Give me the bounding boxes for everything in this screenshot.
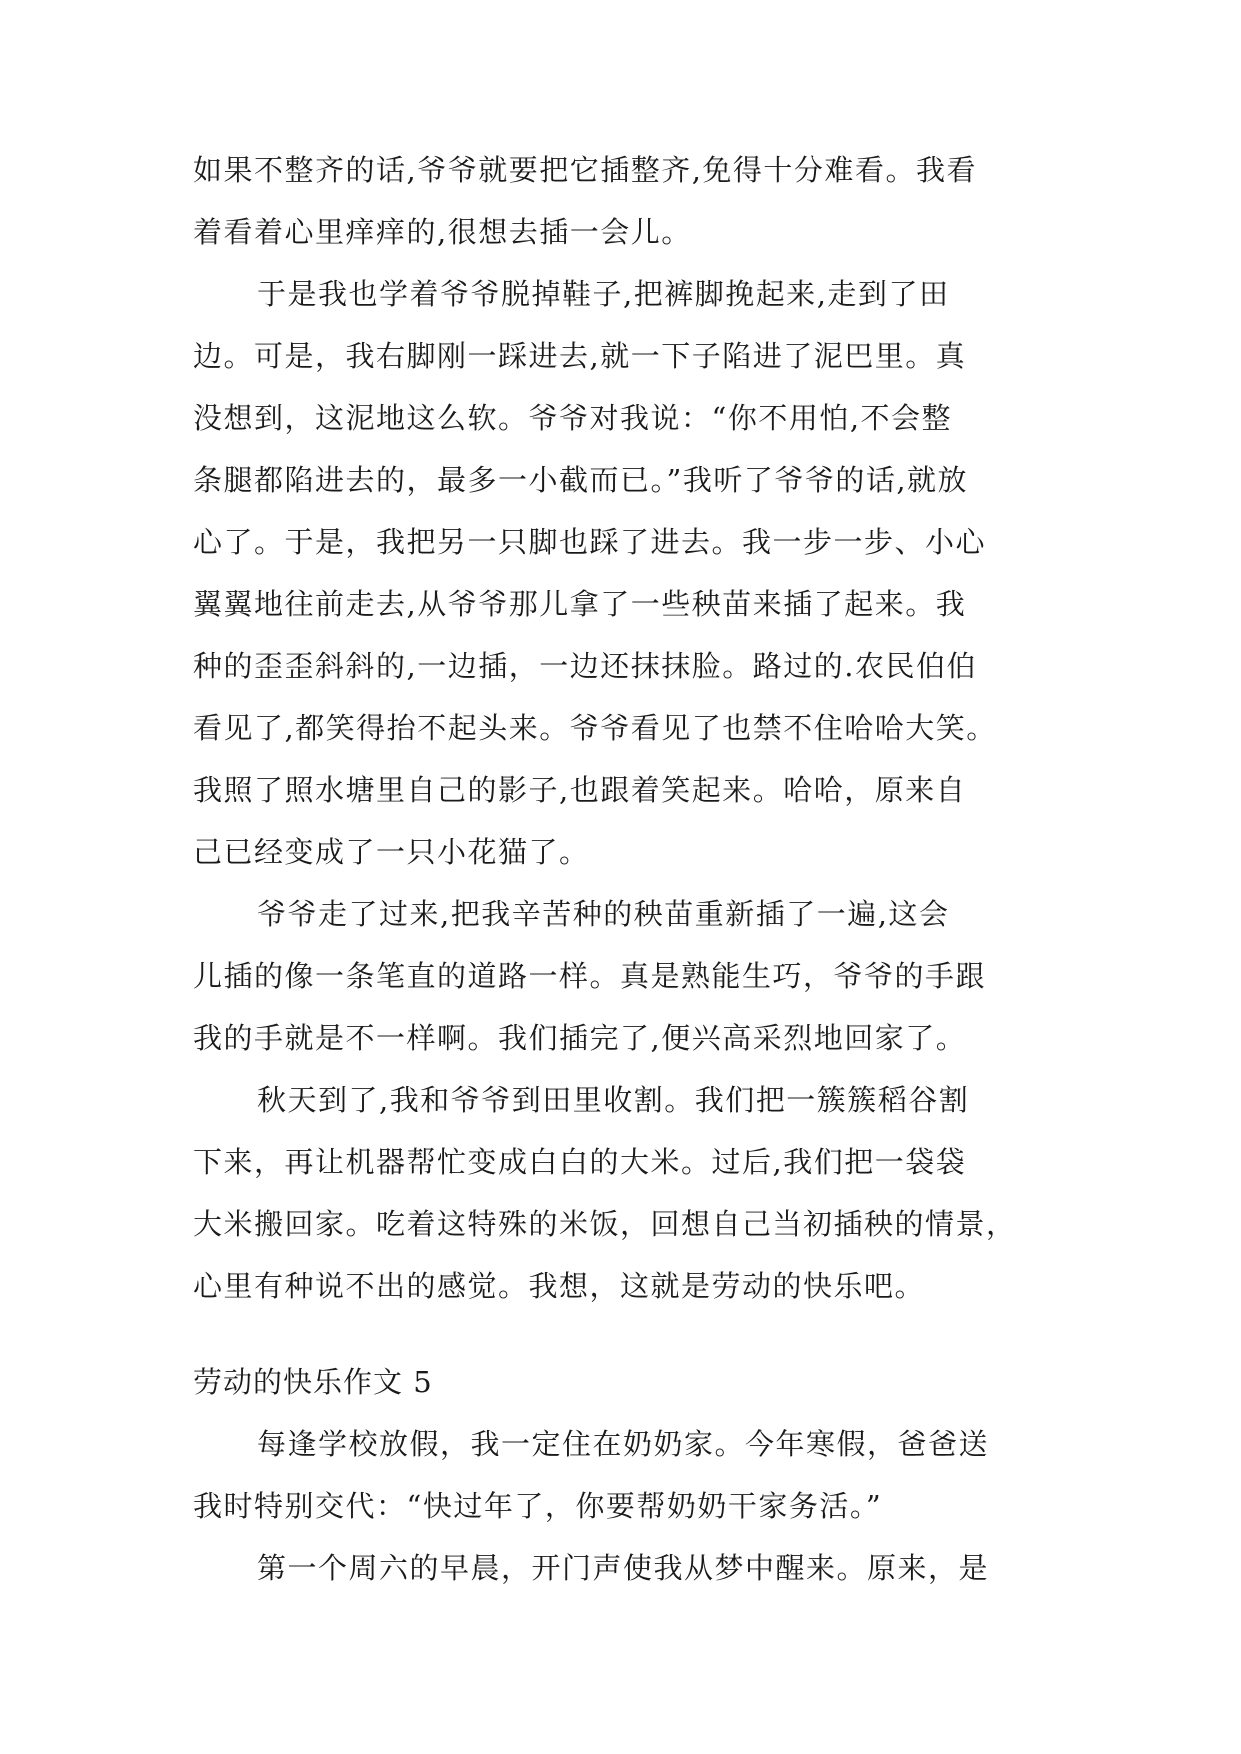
body-text-line: 下来，再让机器帮忙变成白白的大米。过后,我们把一袋袋 [193,1145,967,1179]
paragraph-first-line: 每逢学校放假，我一定住在奶奶家。今年寒假，爸爸送 [257,1427,990,1461]
body-text-line: 边。可是，我右脚刚一踩进去,就一下子陷进了泥巴里。真 [193,339,967,373]
body-text-line: 着看着心里痒痒的,很想去插一会儿。 [193,215,692,249]
body-text-line: 种的歪歪斜斜的,一边插，一边还抹抹脸。路过的.农民伯伯 [193,649,977,683]
paragraph-first-line: 第一个周六的早晨，开门声使我从梦中醒来。原来，是 [257,1551,990,1585]
body-text-line: 看见了,都笑得抬不起头来。爷爷看见了也禁不住哈哈大笑。 [193,711,997,745]
paragraph-first-line: 秋天到了,我和爷爷到田里收割。我们把一簇簇稻谷割 [257,1083,970,1117]
body-text-line: 大米搬回家。吃着这特殊的米饭，回想自己当初插秧的情景， [193,1207,1017,1241]
body-text-line: 我时特别交代：“快过年了，你要帮奶奶干家务活。” [193,1489,883,1523]
body-text-line: 儿插的像一条笔直的道路一样。真是熟能生巧，爷爷的手跟 [193,959,987,993]
body-text-line: 心了。于是，我把另一只脚也踩了进去。我一步一步、小心 [193,525,987,559]
paragraph-first-line: 于是我也学着爷爷脱掉鞋子,把裤脚挽起来,走到了田 [257,277,950,311]
body-text-line: 如果不整齐的话,爷爷就要把它插整齐,免得十分难看。我看 [193,153,977,187]
paragraph-first-line: 爷爷走了过来,把我辛苦种的秧苗重新插了一遍,这会 [257,897,950,931]
body-text-line: 我的手就是不一样啊。我们插完了,便兴高采烈地回家了。 [193,1021,967,1055]
body-text-line: 己已经变成了一只小花猫了。 [193,835,590,869]
body-text-line: 没想到，这泥地这么软。爷爷对我说：“你不用怕,不会整 [193,401,953,435]
body-text-line: 翼翼地往前走去,从爷爷那儿拿了一些秧苗来插了起来。我 [193,587,967,621]
body-text-line: 我照了照水塘里自己的影子,也跟着笑起来。哈哈，原来自 [193,773,967,807]
body-text-line: 条腿都陷进去的，最多一小截而已。”我听了爷爷的话,就放 [193,463,969,497]
section-heading: 劳动的快乐作文 5 [193,1365,433,1399]
body-text-line: 心里有种说不出的感觉。我想，这就是劳动的快乐吧。 [193,1269,926,1303]
